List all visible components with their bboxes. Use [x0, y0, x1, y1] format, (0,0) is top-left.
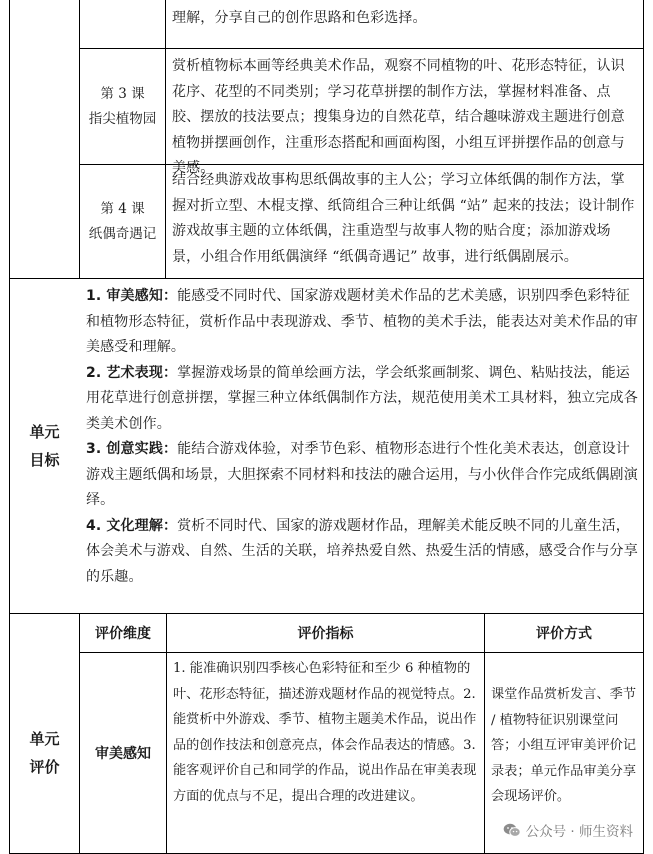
- unit-goals-label-line1: 单元: [29, 423, 60, 441]
- lesson-3-number: 第 3 课: [100, 85, 145, 102]
- unit-evaluation-label-line2: 评价: [29, 758, 60, 776]
- goal-text: 赏析不同时代、国家的游戏题材作品，理解美术能反映不同的儿童生活，体会美术与游戏、自然、生活的关联，培养热爱自然、热爱生活的情感，感受合作与分享的乐趣。: [86, 517, 638, 585]
- goal-item: [86, 361, 640, 438]
- goal-heading: 4. 文化理解：: [86, 517, 178, 534]
- lesson-4-number: 第 4 课: [100, 200, 145, 217]
- goal-text: 掌握游戏场景的简单绘画方法，学会纸浆画制浆、调色、粘贴技法，能运用花草进行创意拼摆，掌握三种立体纸偶制作方法，规范使用美术工具材料，独立完成各类美术创作。: [86, 364, 638, 432]
- goal-text: 能结合游戏体验，对季节色彩、植物形态进行个性化美术表达，创意设计游戏主题纸偶和场景，大胆探索不同材料和技法的融合运用，与小伙伴合作完成纸偶剧演绎。: [86, 441, 638, 508]
- eval-method-aesthetic: 课堂作品赏析发言、季节 / 植物特征识别课堂问答；小组互评审美评价记录表；单元作品审美分享会现场评价。: [491, 687, 637, 805]
- goal-item: [86, 437, 640, 514]
- goal-item: [86, 514, 640, 591]
- wechat-icon: [503, 823, 521, 838]
- goal-text: 能感受不同时代、国家游戏题材美术作品的艺术美感，识别四季色彩特征和植物形态特征，赏析作品中表现游戏、季节、植物的美术手法，能表达对美术作品的审美感受和理解。: [86, 288, 638, 355]
- eval-dimension-aesthetic: 审美感知: [95, 746, 151, 762]
- eval-header-indicator: 评价指标: [297, 626, 354, 642]
- goal-heading: 3. 创意实践：: [86, 441, 178, 457]
- lesson-2-desc-continuation: 理解，分享自己的创作思路和色彩选择。: [172, 10, 427, 26]
- eval-indicator-aesthetic: 1. 能准确识别四季核心色彩特征和至少 6 种植物的叶、花形态特征，描述游戏题材作品的视觉特点。2. 能赏析中外游戏、季节、植物主题美术作品，说出作品的创作技法和创意亮点，体会作品表达的情感。3. 能客观评价自己和同学的作品，说出作品在审美表现方面的优点与不足，提出合理的改进建议。: [173, 661, 477, 804]
- goal-item: [86, 284, 640, 361]
- eval-header-dimension: 评价维度: [95, 626, 151, 642]
- lesson-3-title: 指尖植物园: [88, 110, 157, 127]
- unit-evaluation-label: [10, 653, 79, 853]
- lesson-4-title: 纸偶奇遇记: [88, 225, 157, 242]
- lesson-3-desc: 赏析植物标本画等经典美术作品，观察不同植物的叶、花形态特征，认识花序、花型的不同类别；学习花草拼摆的制作方法，掌握材料准备、点胶、摆放的技法要点；搜集身边的自然花草，结合趣味游戏主题进行创意植物拼摆画创作，注重形态搭配和画面构图，小组互评拼摆作品的创意与美感。: [172, 58, 625, 176]
- unit-goals-content: [86, 284, 640, 590]
- watermark: [503, 820, 633, 840]
- unit-goals-label-line2: 目标: [29, 451, 60, 469]
- lesson-4-desc: 结合经典游戏故事构思纸偶故事的主人公；学习立体纸偶的制作方法，掌握对折立型、木棍支撑、纸筒组合三种让纸偶 “站” 起来的技法；设计制作游戏故事主题的立体纸偶，注重造型与故事人物的贴合度；添加游戏场景，小组合作用纸偶演绎 “纸偶奇遇记” 故事，进行纸偶剧展示。: [172, 172, 635, 265]
- watermark-text: 公众号 · 师生资料: [525, 824, 633, 840]
- lesson-3-cell: [80, 49, 165, 164]
- unit-evaluation-label-line1: 单元: [29, 730, 60, 748]
- goal-heading: 1. 审美感知：: [86, 288, 178, 304]
- eval-header-method: 评价方式: [536, 626, 592, 642]
- unit-goals-label: [10, 279, 79, 613]
- goal-heading: 2. 艺术表现：: [86, 364, 178, 381]
- lesson-4-cell: [80, 165, 165, 278]
